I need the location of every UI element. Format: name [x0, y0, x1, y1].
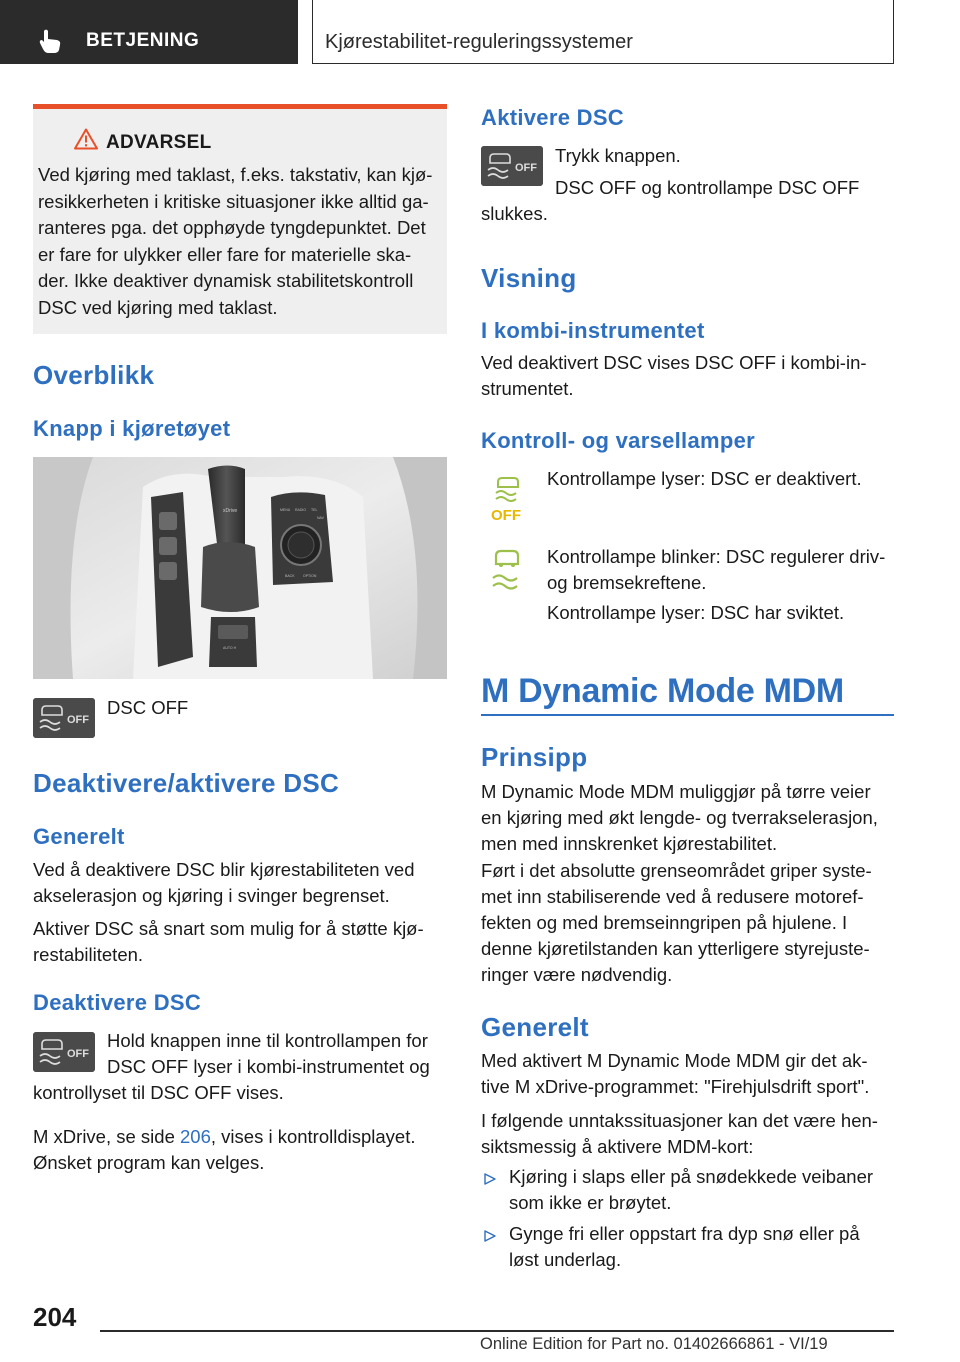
dsc-off-button-icon — [33, 698, 95, 738]
general-paragraph-right: Med aktivert M Dynamic Mode MDM gir det ak‐ tive M xDrive-programmet: "Firehjulsdrift sport". — [481, 1050, 870, 1097]
hand-pointer-icon — [38, 28, 64, 54]
cluster-heading: I kombi-instrumentet — [481, 318, 705, 343]
activate-step: Trykk knappen. DSC OFF og kontrollampe DSC OFF — [555, 145, 860, 198]
display-heading: Visning — [481, 263, 577, 293]
warning-triangle-icon — [74, 128, 98, 150]
bullet-triangle-icon — [483, 1172, 497, 1186]
deactivate-paragraph-end: kontrollyset til DSC OFF vises. — [33, 1082, 284, 1103]
header-section-title: BETJENING — [86, 30, 200, 51]
button-in-vehicle-heading: Knapp i kjøretøyet — [33, 416, 231, 441]
svg-text:OFF: OFF — [491, 507, 521, 524]
svg-text:OFF: OFF — [67, 1048, 89, 1060]
bullet-triangle-icon — [483, 1229, 497, 1243]
warning-text: Ved kjøring med taklast, f.eks. takstativ, kan kjø‐ resikkerheten i kritiske situasjoner ikke alltid ga‐ ranteres pga. det opphøyde tyngdepunktet. Det er fare for ulykker eller fare for materielle ska‐ der. Ikke deaktiver dynamisk stabilitetskontroll DSC ved kjøring med taklast. — [38, 164, 433, 318]
page-link[interactable]: 206 — [180, 1126, 211, 1147]
dsc-off-button-icon — [33, 1032, 95, 1072]
exception-paragraph: I følgende unntakssituasjoner kan det være hen‐ siktsmessig å aktivere MDM-kort: — [481, 1110, 878, 1157]
dsc-off-lamp-icon — [489, 474, 527, 524]
svg-text:OFF: OFF — [515, 162, 537, 174]
lamp-failure-text: Kontrollampe lyser: DSC har sviktet. — [547, 602, 845, 623]
cluster-paragraph: Ved deaktivert DSC vises DSC OFF i kombi-in‐ strumentet. — [481, 352, 867, 399]
page-number: 204 — [33, 1302, 77, 1332]
deactivate-paragraph: Hold knappen inne til kontrollampen for DSC OFF lyser i kombi-instrumentet og — [107, 1030, 430, 1077]
limit-paragraph: Ført i det absolutte grenseområdet griper syste‐ met inn stabiliserende ved å redusere motoref‐ fekten og med bremseinngripen på hjulene. I denne kjøretilstanden kan ytterligere styrejuste‐ ringer være nødvendig. — [481, 860, 872, 985]
center-console-photo — [33, 457, 447, 679]
deactivate-dsc-heading: Deaktivere DSC — [33, 990, 202, 1015]
svg-text:MENU: MENU — [280, 508, 291, 512]
xdrive-paragraph: M xDrive, se side 206, vises i kontrolldisplayet. Ønsket program kan velges. — [33, 1126, 416, 1173]
svg-text:xDrive: xDrive — [223, 508, 238, 514]
lamp-flashing-text: Kontrollampe blinker: DSC regulerer driv- og bremsekreftene. — [547, 546, 886, 593]
activate-dsc-heading: Aktivere DSC — [481, 105, 624, 130]
footer-rule — [100, 1330, 894, 1332]
overview-heading: Overblikk — [33, 360, 155, 390]
activate-advice-paragraph: Aktiver DSC så snart som mulig for å støtte kjø‐ restabiliteten. — [33, 918, 424, 965]
footer-edition: Online Edition for Part no. 01402666861 - VI/19 — [480, 1335, 828, 1353]
svg-text:OFF: OFF — [67, 714, 89, 726]
deactivate-activate-heading: Deaktivere/aktivere DSC — [33, 768, 340, 798]
dsc-lamp-icon — [487, 548, 527, 598]
lamp-deactivated-text: Kontrollampe lyser: DSC er deaktivert. — [547, 468, 862, 489]
activate-step-end: slukkes. — [481, 203, 548, 224]
principle-heading: Prinsipp — [481, 742, 588, 772]
svg-text:RADIO: RADIO — [295, 508, 307, 512]
general-paragraph-left: Ved å deaktivere DSC blir kjørestabiliteten ved akselerasjon og kjøring i svinger begrenset. — [33, 859, 415, 906]
svg-text:OPTION: OPTION — [303, 574, 317, 578]
button-caption: DSC OFF — [107, 697, 189, 718]
mdm-heading: M Dynamic Mode MDM — [481, 672, 844, 710]
header-topic-title: Kjørestabilitet-reguleringssystemer — [325, 31, 633, 53]
general-heading-right: Generelt — [481, 1012, 589, 1042]
warning-title: ADVARSEL — [106, 132, 212, 153]
svg-text:NAV: NAV — [317, 516, 324, 520]
section-divider — [481, 714, 894, 716]
svg-text:TEL: TEL — [311, 508, 318, 512]
list-item: Gynge fri eller oppstart fra dyp snø eller på løst underlag. — [509, 1223, 860, 1270]
list-item: Kjøring i slaps eller på snødekkede veibaner som ikke er brøytet. — [509, 1166, 874, 1213]
principle-paragraph: M Dynamic Mode MDM muliggjør på tørre veier en kjøring med økt lengde- og tverrakselerasjon, men med innskrenket kjørestabilitet. — [481, 781, 878, 854]
svg-text:BACK: BACK — [285, 574, 295, 578]
svg-text:AUTO H: AUTO H — [223, 646, 237, 650]
dsc-off-button-icon — [481, 146, 543, 186]
lamps-heading: Kontroll- og varsellamper — [481, 428, 756, 453]
general-heading-left: Generelt — [33, 824, 125, 849]
